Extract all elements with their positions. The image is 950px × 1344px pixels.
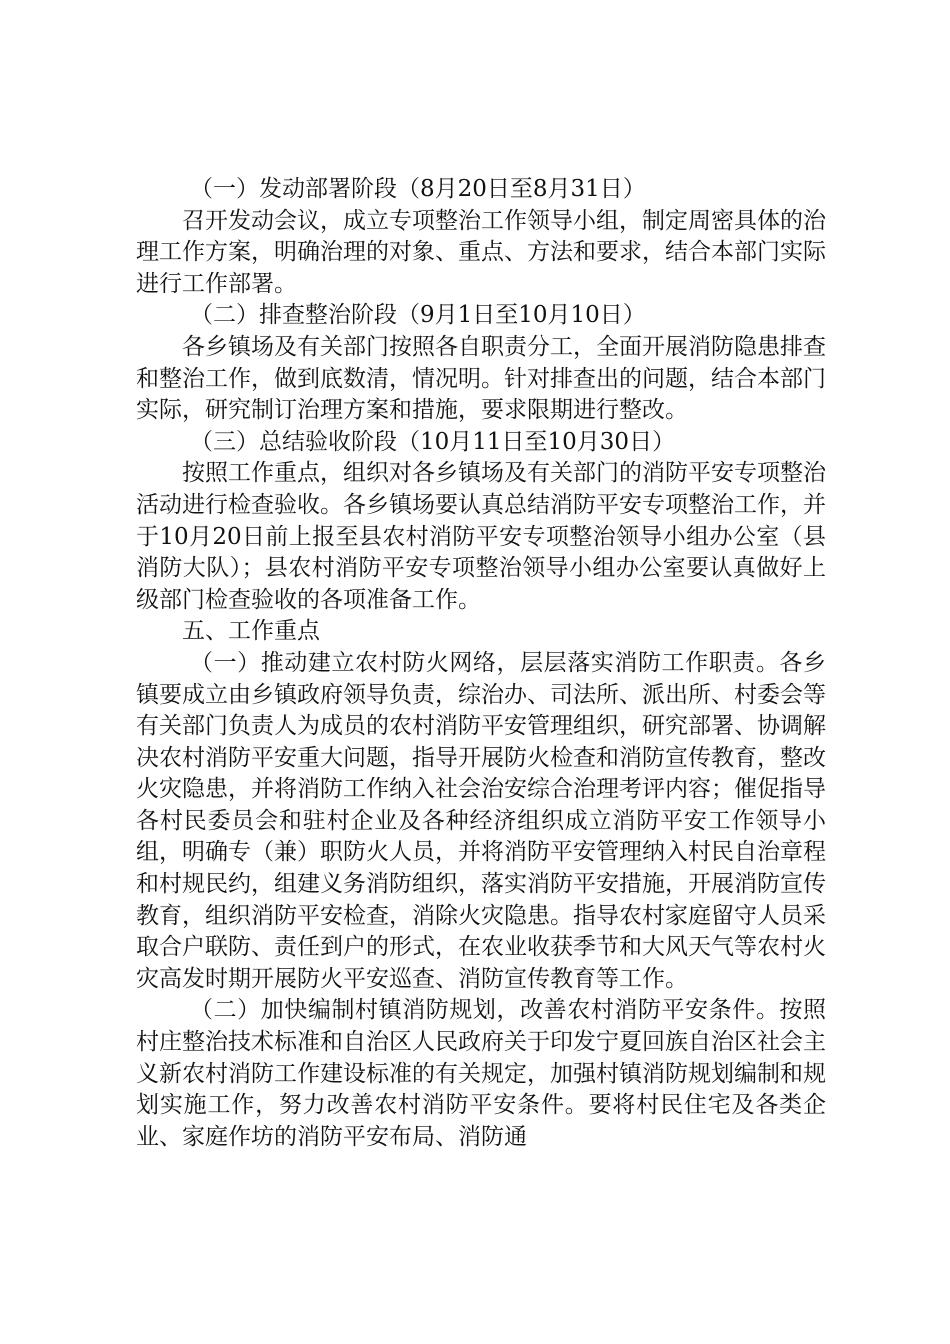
- paragraph-summary: 按照工作重点，组织对各乡镇场及有关部门的消防平安专项整治活动进行检查验收。各乡镇场要认真总结消防平安专项整治工作，并于10月20日前上报至县农村消防平安专项整治领导小组办公室（县消防大队）；县农村消防平安专项整治领导小组办公室要认真做好上级部门检查验收的各项准备工作。: [136, 460, 826, 613]
- section-heading-summary: （三）总结验收阶段（10月11日至10月30日）: [190, 428, 676, 455]
- paragraph-inspection: 各乡镇场及有关部门按照各自职责分工，全面开展消防隐患排查和整治工作，做到底数清，情况明。针对排查出的问题，结合本部门实际，研究制订治理方案和措施，要求限期进行整改。: [136, 333, 826, 424]
- paragraph-mobilization: 召开发动会议，成立专项整治工作领导小组，制定周密具体的治理工作方案，明确治理的对象、重点、方法和要求，结合本部门实际进行工作部署。: [136, 207, 826, 297]
- section-heading-mobilization: （一）发动部署阶段（8月20日至8月31日）: [190, 176, 646, 202]
- paragraph-fire-network: （一）推动建立农村防火网络，层层落实消防工作职责。各乡镇要成立由乡镇政府领导负责，综治办、司法所、派出所、村委会等有关部门负责人为成员的农村消防平安管理组织，研究部署、协调解决农村消防平安重大问题，指导开展防火检查和消防宣传教育，整改火灾隐患，并将消防工作纳入社会治安综合治理考评内容；催促指导各村民委员会和驻村企业及各种经济组织成立消防平安工作领导小组，明确专（兼）职防火人员，并将消防平安管理纳入村民自治章程和村规民约，组建义务消防组织，落实消防平安措施，开展消防宣传教育，组织消防平安检查，消除火灾隐患。指导农村家庭留守人员采取合户联防、责任到户的形式，在农业收获季节和大风天气等农村火灾高发时期开展防火平安巡查、消防宣传教育等工作。: [136, 649, 826, 992]
- paragraph-fire-planning: （二）加快编制村镇消防规划，改善农村消防平安条件。按照村庄整治技术标准和自治区人民政府关于印发宁夏回族自治区社会主义新农村消防工作建设标准的有关规定，加强村镇消防规划编制和规划实施工作，努力改善农村消防平安条件。要将村民住宅及各类企业、家庭作坊的消防平安布局、消防通: [136, 997, 826, 1150]
- section-heading-key-work: 五、工作重点: [182, 618, 320, 645]
- section-heading-inspection: （二）排查整治阶段（9月1日至10月10日）: [190, 302, 646, 329]
- document-body: [136, 174, 826, 1153]
